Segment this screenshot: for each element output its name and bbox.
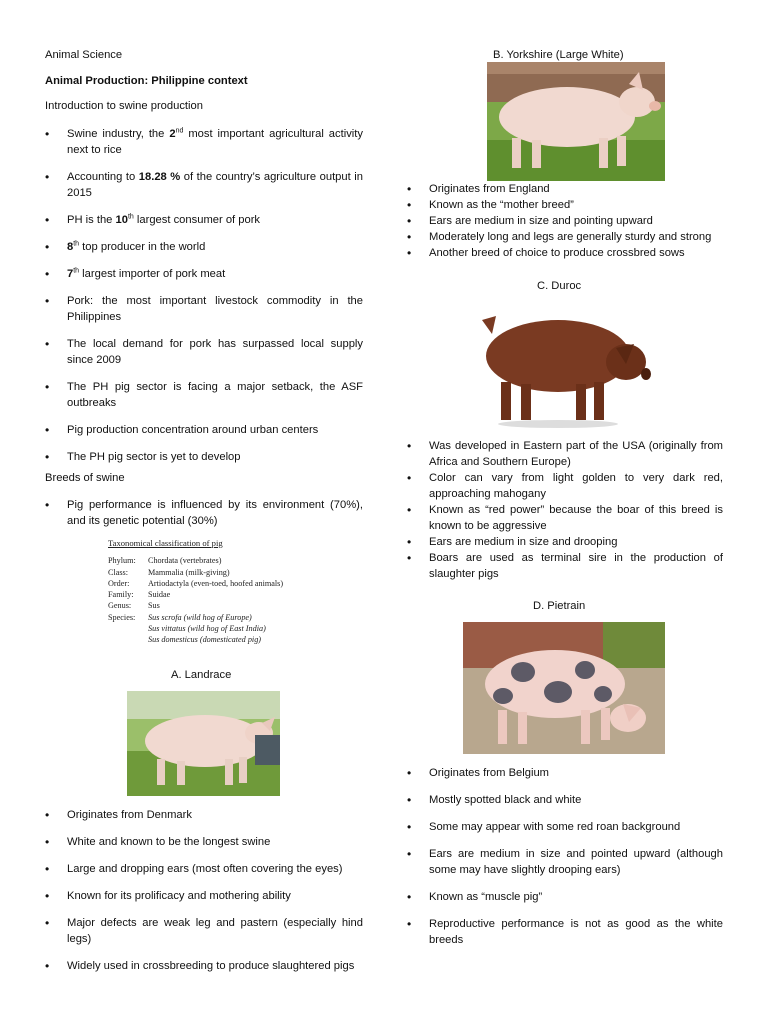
list-item: • The PH pig sector is yet to develop xyxy=(45,449,363,465)
list-item: • Boars are used as terminal sire in the production of slaughter pigs xyxy=(407,550,723,582)
list-item: • Known as “red power” because the boar of this breed is known to be aggressive xyxy=(407,502,723,534)
list-item: • Large and dropping ears (most often covering the eyes) xyxy=(45,861,363,877)
list-item: • Originates from England xyxy=(407,181,723,197)
pietrain-caption: D. Pietrain xyxy=(533,600,586,612)
taxonomy-table xyxy=(108,538,303,658)
list-item: • Moderately long and legs are generally sturdy and strong xyxy=(407,229,723,245)
subject-label: Animal Science xyxy=(45,49,123,61)
list-item: • White and known to be the longest swine xyxy=(45,834,363,850)
list-item: • Mostly spotted black and white xyxy=(407,792,723,808)
list-item: • 8th top producer in the world xyxy=(45,239,363,255)
list-item: • Accounting to 18.28 % of the country’s agriculture output in 2015 xyxy=(45,169,363,201)
list-item: • Known for its prolificacy and mothering ability xyxy=(45,888,363,904)
list-item: • Reproductive performance is not as good as the white breeds xyxy=(407,916,723,948)
taxonomy-row: Family: Suidae xyxy=(108,590,171,600)
landrace-bullet-list xyxy=(45,807,363,985)
list-item: • Some may appear with some red roan background xyxy=(407,819,723,835)
yorkshire-pig-image xyxy=(487,62,665,181)
breeds-heading: Breeds of swine xyxy=(45,472,125,484)
list-item: • Was developed in Eastern part of the USA (originally from Africa and Southern Europe) xyxy=(407,438,723,470)
duroc-pig-image xyxy=(476,304,651,430)
landrace-caption: A. Landrace xyxy=(171,669,232,681)
list-item: • Major defects are weak leg and pastern (especially hind legs) xyxy=(45,915,363,947)
list-item: • Another breed of choice to produce crossbred sows xyxy=(407,245,723,261)
pietrain-pig-image xyxy=(463,622,665,754)
list-item: • Pig production concentration around urban centers xyxy=(45,422,363,438)
taxonomy-row: Class: Mammalia (milk-giving) xyxy=(108,567,230,577)
breeds-bullet-list xyxy=(45,497,363,540)
list-item: • Ears are medium in size and pointed upward (although some may have slightly drooping ears) xyxy=(407,846,723,878)
duroc-bullet-list xyxy=(407,438,723,582)
list-item: • PH is the 10th largest consumer of pork xyxy=(45,212,363,228)
list-item: • Swine industry, the 2nd most important agricultural activity next to rice xyxy=(45,126,363,158)
taxonomy-row: Order: Artiodactyla (even-toed, hoofed animals) xyxy=(108,578,284,588)
page-title: Animal Production: Philippine context xyxy=(45,75,248,87)
taxonomy-row: Sus vittatus (wild hog of East India) xyxy=(148,624,266,634)
list-item: • 7th largest importer of pork meat xyxy=(45,266,363,282)
yorkshire-caption: B. Yorkshire (Large White) xyxy=(493,49,624,61)
taxonomy-row: Phylum: Chordata (vertebrates) xyxy=(108,556,222,566)
list-item: • The local demand for pork has surpassed local supply since 2009 xyxy=(45,336,363,368)
list-item: • Widely used in crossbreeding to produce slaughtered pigs xyxy=(45,958,363,974)
list-item: • Color can vary from light golden to very dark red, approaching mahogany xyxy=(407,470,723,502)
list-item: • Pig performance is influenced by its environment (70%), and its genetic potential (30%) xyxy=(45,497,363,529)
taxonomy-row: Sus domesticus (domesticated pig) xyxy=(148,635,262,645)
taxonomy-heading: Taxonomical classification of pig xyxy=(108,538,223,548)
list-item: • Pork: the most important livestock commodity in the Philippines xyxy=(45,293,363,325)
list-item: • The PH pig sector is facing a major setback, the ASF outbreaks xyxy=(45,379,363,411)
yorkshire-bullet-list xyxy=(407,181,723,261)
taxonomy-row: Species: Sus scrofa (wild hog of Europe) xyxy=(108,612,252,622)
list-item: • Ears are medium in size and pointing upward xyxy=(407,213,723,229)
list-item: • Known as “muscle pig” xyxy=(407,889,723,905)
intro-heading: Introduction to swine production xyxy=(45,100,203,112)
list-item: • Originates from Belgium xyxy=(407,765,723,781)
intro-bullet-list xyxy=(45,126,363,476)
list-item: • Known as the “mother breed” xyxy=(407,197,723,213)
duroc-caption: C. Duroc xyxy=(537,280,582,292)
list-item: • Ears are medium in size and drooping xyxy=(407,534,723,550)
taxonomy-row: Genus: Sus xyxy=(108,601,160,611)
list-item: • Originates from Denmark xyxy=(45,807,363,823)
pietrain-bullet-list xyxy=(407,765,723,959)
landrace-pig-image xyxy=(127,691,280,796)
